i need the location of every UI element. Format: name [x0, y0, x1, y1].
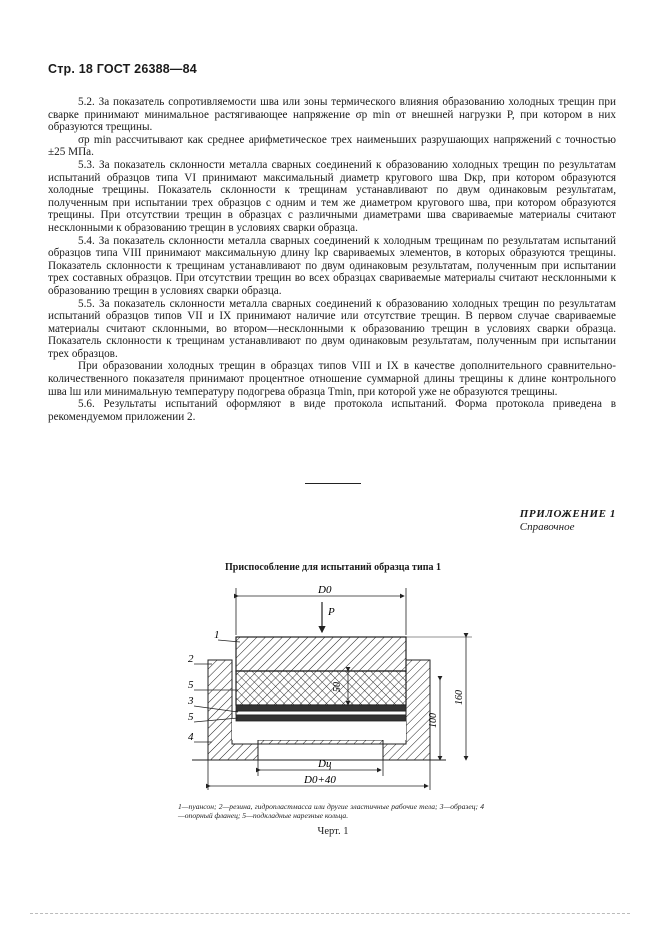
paragraph-5-4: 5.4. За показатель склонности металла сварных соединений к холодным трещинам по результатам испытаний образцов типа VIII принимают максимальную длину lкр свариваемых элементов, в которых образуются трещины. Показатель склонности к трещинам устанавливают по двум одинаковым результатам, полученным при испытании трех составных образцов. При отсутствии трещин во всех образцах свариваемые материалы считают несклонными к образованию трещин в условиях сварки образца. — [48, 234, 616, 297]
paragraph-sigma: σp min рассчитывают как среднее арифметическое трех наименьших разрушающих напряжений с точностью ±25 МПа. — [48, 133, 616, 159]
fixture-drawing — [178, 580, 488, 805]
callout-1: 1 — [214, 629, 220, 641]
d0-label: D0 — [318, 584, 332, 596]
d160-label: 160 — [454, 690, 465, 705]
scan-artifact-line — [30, 913, 630, 914]
paragraph-5-3: 5.3. За показатель склонности металла сварных соединений к образованию холодных трещин по результатам испытаний образцов типа VI принимают максимальный диаметр кругового шва Dкр, при котором образуются холодные трещины. Показатель склонности к трещинам устанавливают по двум одинаковым результатам, полученным при испытании трех образцов с одним и тем же диаметром кругового шва, при котором образуются трещины. При отсутствии трещин в образцах с различными диаметрами шва свариваемые материалы считают несклонными к образованию трещин в условиях сварки образца. — [48, 158, 616, 234]
load-label: P — [328, 606, 335, 618]
appendix-subtitle: Справочное — [519, 521, 575, 533]
callout-3: 3 — [188, 695, 194, 707]
d0p40-label: D0+40 — [304, 774, 336, 786]
du-label: Dц — [318, 758, 332, 770]
punch — [236, 637, 406, 671]
paragraph-5-2: 5.2. За показатель сопротивляемости шва или зоны термического влияния образованию холодных трещин при сварке принимают минимальное растягивающее напряжение σp min от внешней нагрузки P, при котором в них образуются трещины. — [48, 96, 616, 134]
body-text — [48, 96, 616, 423]
paragraph-5-6: 5.6. Результаты испытаний оформляют в виде протокола испытаний. Форма протокола приведена в рекомендуемом приложении 2. — [48, 398, 616, 423]
d100-label: 100 — [428, 713, 439, 728]
figure-title: Приспособление для испытаний образца типа 1 — [225, 562, 441, 573]
figure-number: Черт. 1 — [317, 826, 349, 837]
paragraph-5-5: 5.5. За показатель склонности металла сварных соединений к образованию холодных трещин по результатам испытаний образцов типов VII и IX принимают наличие или отсутствие трещин. В первом случае свариваемые материалы считают склонными, во втором—несклонными к образованию трещин в условиях сварки образца. Показатель склонности к трещинам устанавливают по двум одинаковым результатам, полученным при испытании трех образцов. — [48, 297, 616, 360]
callout-5-upper: 5 — [188, 679, 194, 691]
ring-upper — [236, 705, 406, 711]
page-header: Стр. 18 ГОСТ 26388—84 — [48, 62, 197, 76]
callout-2: 2 — [188, 653, 194, 665]
specimen — [236, 711, 406, 715]
callout-4: 4 — [188, 731, 194, 743]
d50-label: 50 — [332, 682, 343, 692]
appendix-title: ПРИЛОЖЕНИЕ 1 — [519, 508, 616, 520]
ring-lower — [236, 715, 406, 721]
appendix-heading — [520, 508, 616, 534]
paragraph-additional: При образовании холодных трещин в образцах типов VIII и IX в качестве дополнительного сравнительно-количественного показателя принимают процентное отношение суммарной длины трещины к длине контрольного шва lш или минимальную температуру подогрева образца Tmin, при которой уже не образуются трещины. — [48, 360, 616, 398]
section-divider — [305, 483, 361, 484]
fixture-svg — [178, 580, 488, 800]
figure-caption: 1—пуансон; 2—резина, гидропластмасса или другие эластичные рабочие тела; 3—образец; 4—опорный фланец; 5—подкладные нарезные кольца. — [178, 802, 484, 820]
rubber-layer — [236, 671, 406, 705]
callout-5-lower: 5 — [188, 711, 194, 723]
